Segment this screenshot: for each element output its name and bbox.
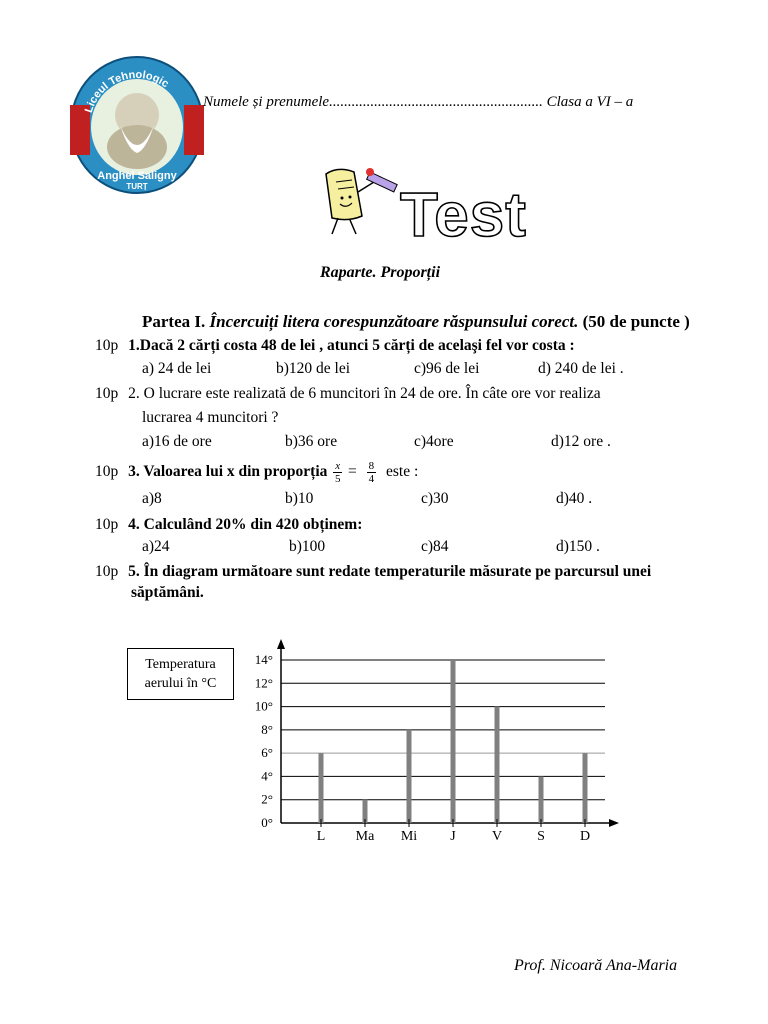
bar — [407, 730, 412, 823]
option-a[interactable]: a) 24 de lei — [142, 360, 212, 377]
part1-heading — [142, 312, 690, 332]
option-d[interactable]: d) 240 de lei . — [538, 360, 624, 377]
option-c[interactable]: c)96 de lei — [414, 360, 480, 377]
school-logo — [68, 55, 206, 195]
y-tick-label: 0° — [261, 815, 273, 830]
option-c[interactable]: c)84 — [421, 538, 449, 555]
y-tick-label: 14° — [254, 652, 273, 667]
chart-legend-box — [127, 648, 234, 700]
option-b[interactable]: b)36 ore — [285, 433, 338, 450]
question-text: 4. Calculând 20% din 420 obținem: — [128, 516, 363, 533]
test-title: Test — [400, 181, 527, 250]
option-a[interactable]: a)16 de ore — [142, 433, 212, 450]
y-tick-label: 6° — [261, 745, 273, 761]
question-1 — [95, 336, 575, 355]
bar — [451, 660, 456, 823]
question-points: 10p — [95, 337, 119, 354]
paper-pencil-mascot-icon — [318, 162, 408, 242]
question-text-end: este : — [386, 463, 419, 481]
part1-instruction: Încercuiți litera corespunzătoare răspunsului corect. — [209, 312, 579, 331]
question-text: 3. Valoarea lui x din proporția — [128, 463, 328, 481]
y-axis-arrow — [277, 639, 285, 649]
y-tick-label: 2° — [261, 791, 273, 807]
question-points: 10p — [95, 563, 119, 580]
bar — [539, 776, 544, 823]
question-4 — [95, 515, 362, 534]
bar — [319, 753, 324, 823]
x-tick-label: Ma — [355, 829, 375, 844]
author-signature: Prof. Nicoară Ana-Maria — [514, 957, 678, 974]
logo-text-top: Liceul Tehnologic — [82, 68, 171, 115]
x-tick-label: J — [450, 829, 456, 844]
x-tick-label: S — [537, 829, 545, 844]
option-d[interactable]: d)40 . — [556, 490, 593, 507]
temperature-bar-chart — [245, 635, 630, 850]
question-points: 10p — [95, 516, 119, 533]
question-text-continued: săptămâni. — [131, 584, 204, 601]
bar — [495, 707, 500, 823]
option-a[interactable]: a)8 — [142, 490, 162, 507]
part1-points: (50 de puncte ) — [582, 312, 690, 331]
y-tick-label: 10° — [254, 698, 273, 714]
question-points: 10p — [95, 463, 119, 481]
question-2 — [95, 384, 601, 403]
option-a[interactable]: a)24 — [142, 538, 170, 555]
option-b[interactable]: b)120 de lei — [276, 360, 351, 377]
y-tick-label: 8° — [261, 721, 273, 737]
x-tick-label: V — [491, 829, 503, 844]
logo-text-bottom: Anghel Saligny — [97, 170, 177, 182]
question-5 — [95, 562, 651, 581]
y-tick-label: 4° — [261, 768, 273, 784]
bar — [583, 753, 588, 823]
equals-sign: = — [348, 463, 357, 481]
x-axis-arrow — [609, 819, 619, 827]
legend-line-1: Temperatura — [145, 657, 216, 672]
legend-line-2: aerului în °C — [144, 676, 217, 691]
question-text: 2. O lucrare este realizată de 6 muncitori în 24 de ore. În câte ore vor realiza — [128, 385, 601, 402]
question-text: 5. În diagram următoare sunt redate temperaturile măsurate pe parcursul unei — [128, 563, 652, 580]
option-d[interactable]: d)150 . — [556, 538, 600, 555]
x-tick-label: Mi — [400, 829, 418, 844]
subtitle: Raparte. Proporții — [320, 264, 441, 281]
logo-text-city: TURȚ — [126, 182, 148, 191]
option-c[interactable]: c)4ore — [414, 433, 454, 450]
y-tick-label: 12° — [254, 675, 273, 691]
question-text-continued: lucrarea 4 muncitori ? — [142, 409, 279, 426]
student-name-line: Numele și prenumele......................................................... Clasa a VI – a — [203, 94, 634, 110]
question-3 — [95, 460, 418, 485]
part1-prefix: Partea I. — [142, 312, 206, 331]
option-d[interactable]: d)12 ore . — [551, 433, 611, 450]
option-b[interactable]: b)100 — [289, 538, 326, 555]
question-text: 1.Dacă 2 cărți costa 48 de lei , atunci 5 cărți de acelaşi fel vor costa : — [128, 337, 575, 354]
question-points: 10p — [95, 385, 119, 402]
x-tick-label: D — [579, 829, 591, 844]
option-c[interactable]: c)30 — [421, 490, 449, 507]
fraction-8-over-4: $\frac{8}{4}$ — [368, 460, 375, 485]
x-tick-label: L — [316, 829, 326, 844]
fraction-x-over-5: $\frac{x}{5}$ — [334, 460, 341, 485]
option-b[interactable]: b)10 — [285, 490, 314, 507]
